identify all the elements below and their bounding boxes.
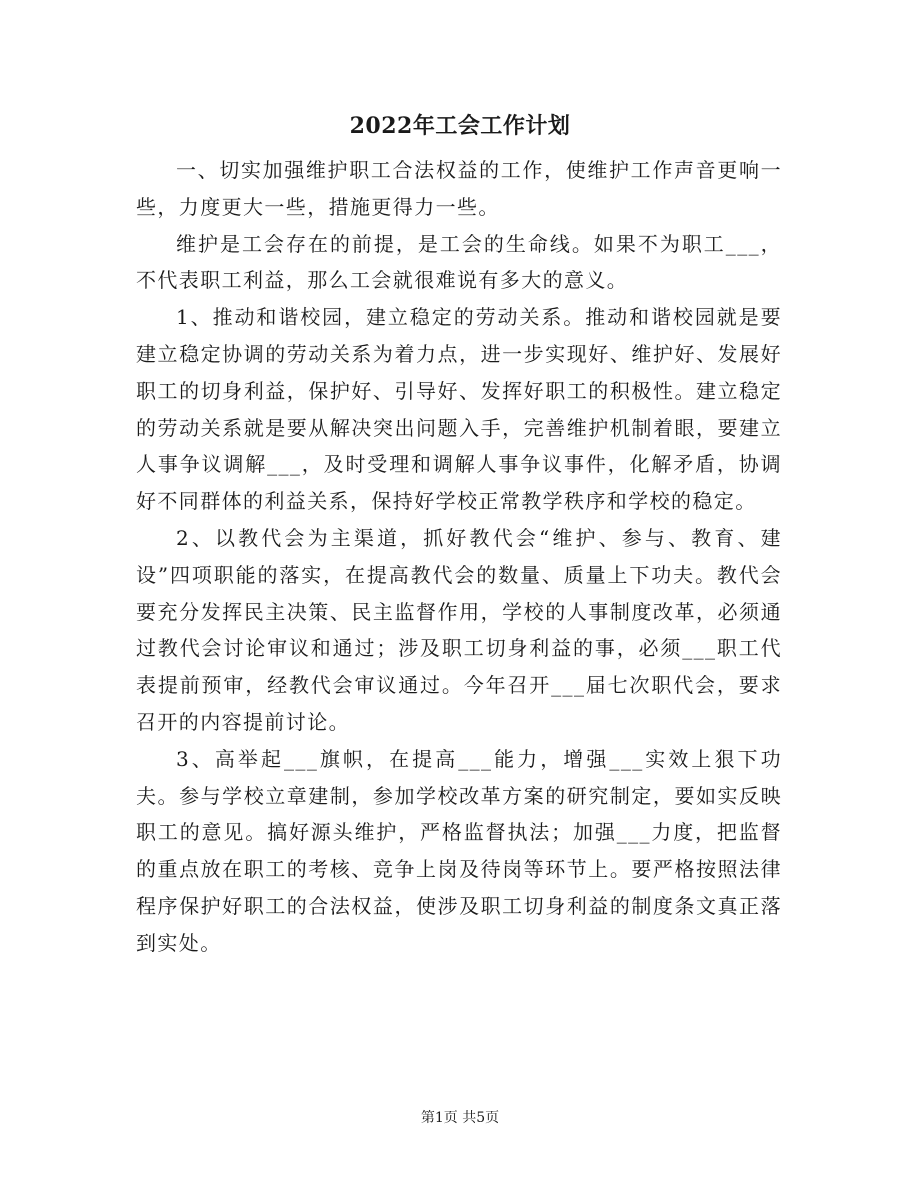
paragraph-item-3: 3、高举起___旗帜，在提高___能力，增强___实效上狠下功夫。参与学校立章建制，参加学校改革方案的研究制定，要如实反映职工的意见。搞好源头维护，严格监督执法；加强___力度，把监督的重点放在职工的考核、竞争上岗及待岗等环节上。要严格按照法律程序保护好职工的合法权益，使涉及职工切身利益的制度条文真正落到实处。 <box>136 746 782 955</box>
paragraph-preamble: 维护是工会存在的前提，是工会的生命线。如果不为职工___，不代表职工利益，那么工会就很难说有多大的意义。 <box>136 231 782 293</box>
document-body <box>136 152 782 962</box>
paragraph-section-one: 一、切实加强维护职工合法权益的工作，使维护工作声音更响一些，力度更大一些，措施更得力一些。 <box>136 158 782 219</box>
paragraph-item-1: 1、推动和谐校园，建立稳定的劳动关系。推动和谐校园就是要建立稳定协调的劳动关系为着力点，进一步实现好、维护好、发展好职工的切身利益，保护好、引导好、发挥好职工的积极性。建立稳定的劳动关系就是要从解决突出问题入手，完善维护机制着眼，要建立人事争议调解___，及时受理和调解人事争议事件，化解矛盾，协调好不同群体的利益关系，保持好学校正常教学秩序和学校的稳定。 <box>136 305 782 514</box>
document-title: 2022年工会工作计划 <box>349 113 571 139</box>
page-number-footer: 第1页 共5页 <box>420 1110 500 1126</box>
paragraph-item-2: 2、以教代会为主渠道，抓好教代会“维护、参与、教育、建设”四项职能的落实，在提高教代会的数量、质量上下功夫。教代会要充分发挥民主决策、民主监督作用，学校的人事制度改革，必须通过教代会讨论审议和通过；涉及职工切身利益的事，必须___职工代表提前预审，经教代会审议通过。今年召开___届七次职代会，要求召开的内容提前讨论。 <box>136 525 782 734</box>
